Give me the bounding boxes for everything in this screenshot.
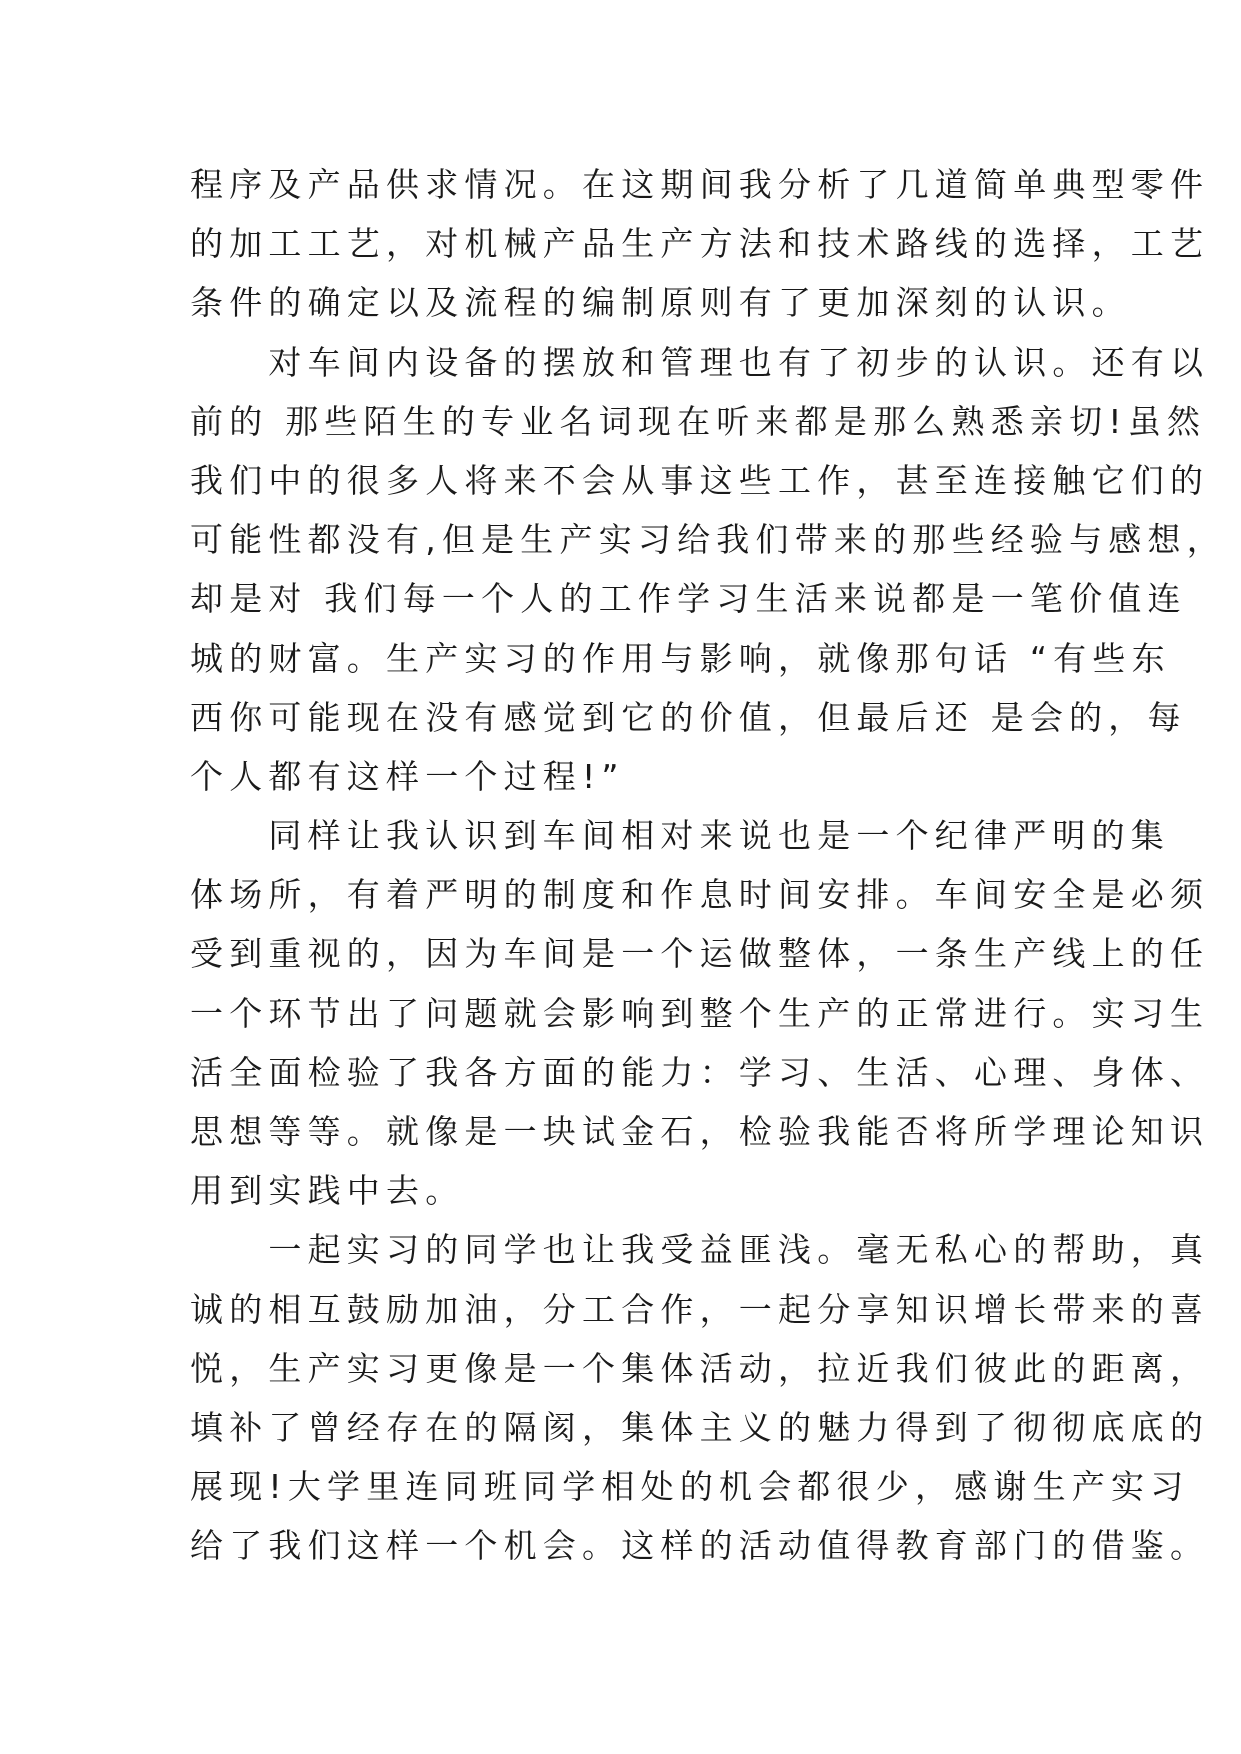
text-line: 西你可能现在没有感觉到它的价值，但最后还 是会的，每 — [190, 697, 1187, 737]
text-line: 却是对 我们每一个人的工作学习生活来说都是一笔价值连 — [190, 579, 1187, 619]
text-line: 可能性都没有,但是生产实习给我们带来的那些经验与感想， — [190, 520, 1226, 560]
paragraph-1 — [190, 155, 1210, 333]
text-line: 个人都有这样一个过程!” — [190, 756, 625, 796]
paragraph-3 — [190, 806, 1210, 1220]
text-line: 同样让我认识到车间相对来说也是一个纪律严明的集 — [190, 816, 1170, 856]
text-line: 对车间内设备的摆放和管理也有了初步的认识。还有以 — [190, 342, 1210, 382]
document-body — [190, 155, 1226, 1576]
text-line: 给了我们这样一个机会。这样的活动值得教育部门的借鉴。 — [190, 1526, 1210, 1566]
text-line: 受到重视的，因为车间是一个运做整体，一条生产线上的任 — [190, 934, 1210, 974]
text-line: 诚的相互鼓励加油，分工合作，一起分享知识增长带来的喜 — [190, 1289, 1210, 1329]
text-line: 活全面检验了我各方面的能力：学习、生活、心理、身体、 — [190, 1052, 1210, 1092]
paragraph-2 — [190, 333, 1226, 807]
text-line: 展现!大学里连同班同学相处的机会都很少，感谢生产实习 — [190, 1467, 1190, 1507]
text-line: 体场所，有着严明的制度和作息时间安排。车间安全是必须 — [190, 875, 1210, 915]
text-line: 一个环节出了问题就会影响到整个生产的正常进行。实习生 — [190, 993, 1210, 1033]
text-line: 的加工工艺，对机械产品生产方法和技术路线的选择，工艺 — [190, 224, 1210, 264]
text-line: 城的财富。生产实习的作用与影响，就像那句话 “有些东 — [190, 638, 1171, 678]
text-line: 一起实习的同学也让我受益匪浅。毫无私心的帮助，真 — [190, 1230, 1210, 1270]
text-line: 填补了曾经存在的隔阂，集体主义的魅力得到了彻彻底底的 — [190, 1407, 1210, 1447]
text-line: 用到实践中去。 — [190, 1171, 465, 1211]
paragraph-4 — [190, 1220, 1210, 1575]
text-line: 程序及产品供求情况。在这期间我分析了几道简单典型零件 — [190, 165, 1210, 204]
text-line: 条件的确定以及流程的编制原则有了更加深刻的认识。 — [190, 283, 1131, 323]
text-line: 思想等等。就像是一块试金石，检验我能否将所学理论知识 — [190, 1112, 1210, 1151]
text-line: 我们中的很多人将来不会从事这些工作，甚至连接触它们的 — [190, 460, 1210, 500]
text-line: 前的 那些陌生的专业名词现在听来都是那么熟悉亲切!虽然 — [190, 401, 1207, 441]
text-line: 悦，生产实习更像是一个集体活动，拉近我们彼此的距离， — [190, 1348, 1210, 1388]
